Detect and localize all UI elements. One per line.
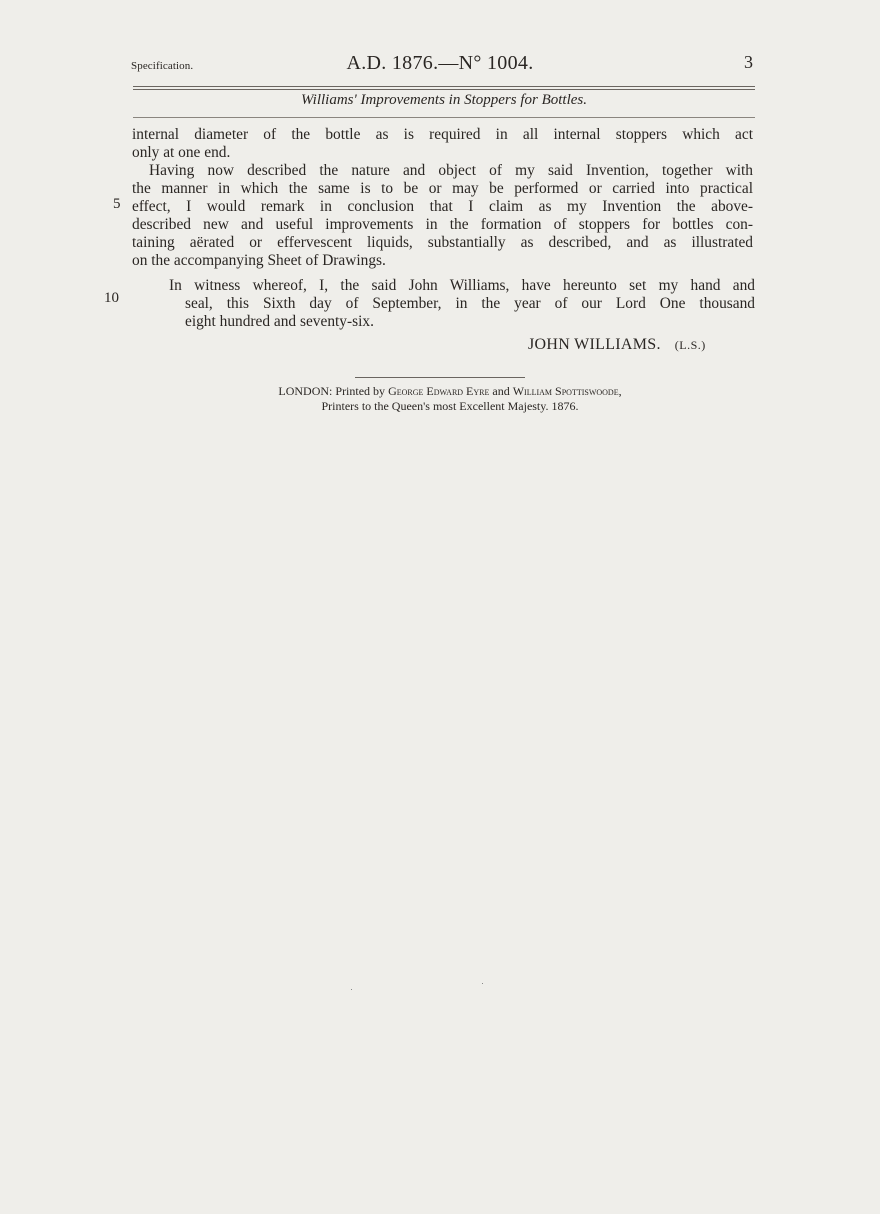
seal-mark: (L.S.) [674,338,706,352]
paper-speck [482,983,483,984]
signature-name: JOHN WILLIAMS. [528,336,661,353]
body-line: on the accompanying Sheet of Drawings. [132,252,386,269]
section-label: Specification. [131,60,194,72]
imprint-line-2: Printers to the Queen's most Excellent Majesty. 1876. [321,399,579,413]
body-line: only at one end. [132,144,231,161]
header-rule-second [133,89,755,90]
body-line: described new and useful improvements in the formation of stoppers for bottles con- [132,216,753,233]
imprint-and: and [492,384,510,398]
running-subtitle: Williams' Improvements in Stoppers for Bottles. [301,92,587,108]
body-line: Having now described the nature and object of my said Invention, together with [149,162,753,179]
imprint-printed-by: Printed by [335,384,386,398]
imprint-rule [355,377,525,378]
paper-speck [351,989,352,990]
page-number: 3 [744,52,753,72]
signature [528,336,706,354]
page-title: A.D. 1876.—N° 1004. [346,52,534,74]
imprint-line-1 [0,384,880,399]
imprint-printer-two: William Spottiswoode, [512,384,622,398]
header-rule-top [133,86,755,87]
body-line: seal, this Sixth day of September, in the year of our Lord One thousand [185,295,755,312]
body-line: internal diameter of the bottle as is required in all internal stoppers which act [132,126,753,143]
imprint-printer-one: George Edward Eyre [388,384,490,398]
margin-line-number: 10 [104,290,119,306]
body-line: the manner in which the same is to be or may be performed or carried into practical [132,180,753,197]
header-rule-bottom [133,117,755,118]
margin-line-number: 5 [113,196,121,212]
body-line: effect, I would remark in conclusion that I claim as my Invention the above- [132,198,753,215]
body-line: taining aërated or effervescent liquids, substantially as described, and as illustrated [132,234,753,251]
imprint-london: LONDON: [278,384,333,398]
body-line: In witness whereof, I, the said John Williams, have hereunto set my hand and [169,277,755,294]
body-line: eight hundred and seventy-six. [185,313,374,330]
